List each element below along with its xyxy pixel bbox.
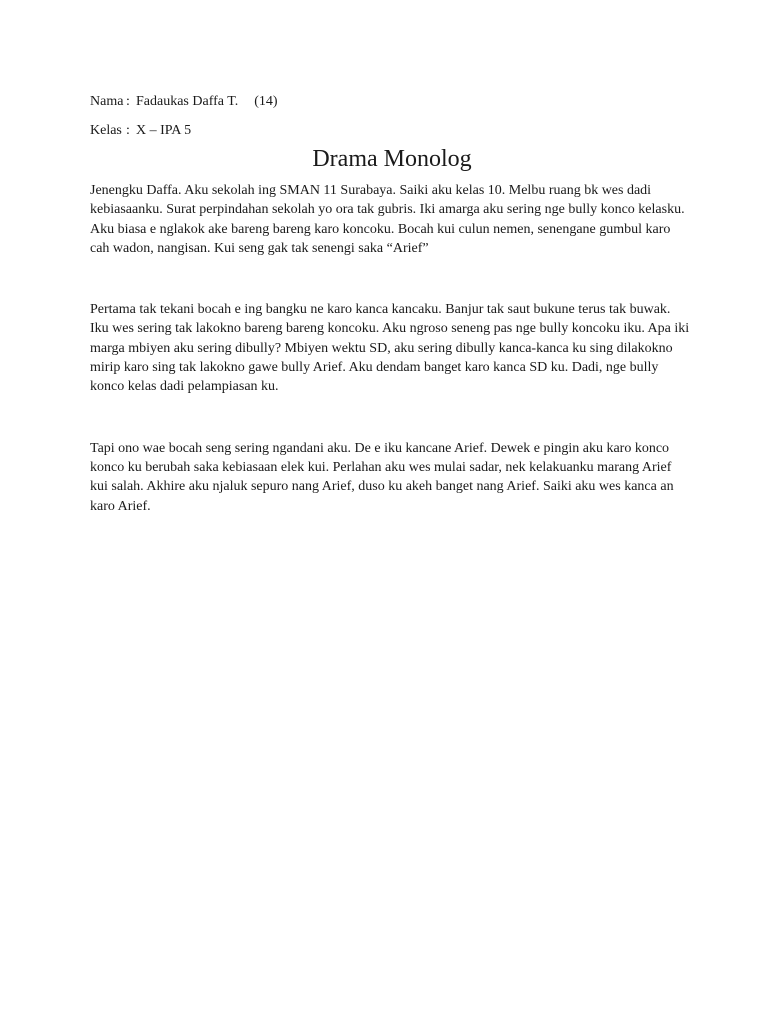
student-name-row	[90, 92, 690, 112]
student-class: X – IPA 5	[136, 123, 192, 138]
document-title: Drama Monolog	[312, 146, 472, 172]
paragraph-2: Pertama tak tekani bocah e ing bangku ne karo kanca kancaku. Banjur tak saut bukune terus tak buwak. Iku wes sering tak lakokno bareng bareng koncoku. Aku ngroso seneng pas nge bully koncoku iku. Apa iki marga mbiyen aku sering dibully? Mbiyen wektu SD, aku sering dibully kanca-kanca ku sing dilakokno mirip karo sing tak lakokno gawe bully Arief. Aku dendam banget karo kanca SD ku. Dadi, nge bully konco kelas dadi pelampiasan ku.	[90, 302, 690, 395]
name-separator: :	[126, 94, 130, 109]
paragraph-3: Tapi ono wae bocah seng sering ngandani aku. De e iku kancane Arief. Dewek e pingin aku karo konco konco ku berubah saka kebiasaan elek kui. Perlahan aku wes mulai sadar, nek kelakuanku marang Arief kui salah. Akhire aku njaluk sepuro nang Arief, duso ku akeh banget nang Arief. Saiki aku wes kanca an karo Arief.	[90, 440, 674, 514]
name-label: Nama	[90, 94, 124, 109]
student-number: (14)	[254, 94, 278, 109]
student-name: Fadaukas Daffa T.	[136, 94, 239, 109]
student-class-row	[90, 121, 690, 141]
class-separator: :	[126, 123, 130, 138]
paragraph-1: Jenengku Daffa. Aku sekolah ing SMAN 11 Surabaya. Saiki aku kelas 10. Melbu ruang bk wes dadi kebiasaanku. Surat perpindahan sekolah yo ora tak gubris. Iki amarga aku sering nge bully konco kelasku. Aku biasa e nglakok ake bareng bareng karo koncoku. Bocah kui culun nemen, senengane gumbul karo cah wadon, nangisan. Kui seng gak tak senengi saka “Arief”	[90, 183, 685, 256]
document-page	[90, 92, 690, 516]
class-label: Kelas	[90, 123, 122, 138]
